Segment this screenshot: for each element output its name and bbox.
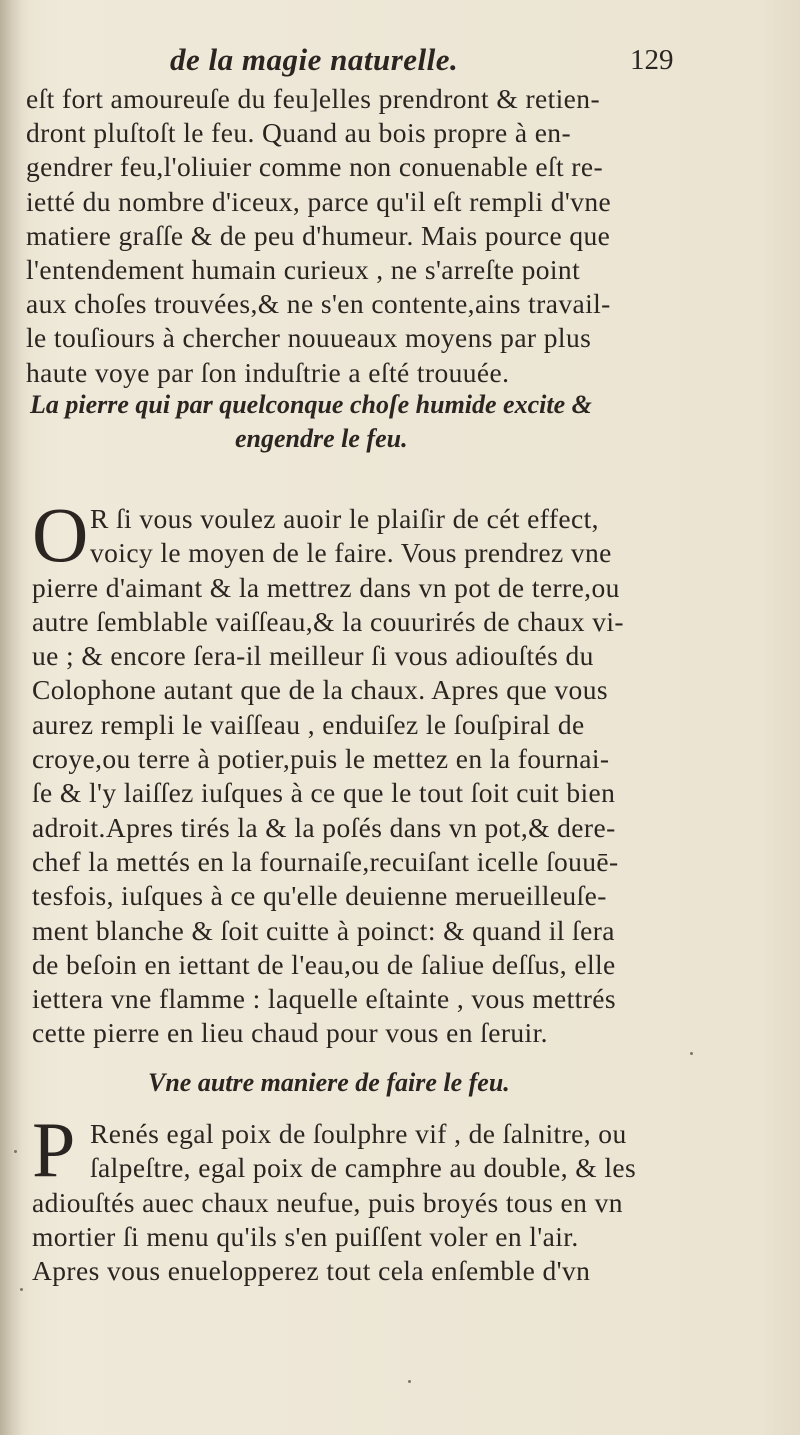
text-line: de beſoin en iettant de l'eau,ou de ſaliue deſſus, elle (32, 948, 616, 980)
text-line: eſt fort amoureuſe du feu]elles prendront & retien- (26, 83, 600, 114)
section-title: Vne autre maniere de faire le feu. (148, 1068, 510, 1097)
paper-speck (690, 1052, 693, 1055)
paper-speck (20, 1288, 23, 1291)
running-head: de la magie naturelle. (170, 42, 459, 77)
text-line: iettera vne flamme : laquelle eſtainte , vous mettrés (32, 983, 616, 1015)
text-line: cette pierre en lieu chaud pour vous en ſeruir. (32, 1017, 548, 1049)
text-line: ment blanche & ſoit cuitte à poinct: & quand il ſera (32, 914, 615, 946)
text-line: mortier ſi menu qu'ils s'en puiſſent voler en l'air. (32, 1220, 579, 1252)
text-line: adroit.Apres tirés la & la poſés dans vn pot,& dere- (32, 811, 616, 843)
drop-cap: P (32, 1106, 76, 1193)
paragraph-continuation (26, 82, 716, 390)
text-line: croye,ou terre à potier,puis le mettez en la fournai- (32, 743, 610, 775)
text-line: ietté du nombre d'iceux, parce qu'il eſt rempli d'vne (26, 185, 612, 217)
section-body (32, 491, 722, 1051)
text-line: adiouſtés auec chaux neufue, puis broyés tous en vn (32, 1186, 623, 1218)
text-line: aux choſes trouvées,& ne s'en contente,ains travail- (26, 288, 611, 320)
text-line: ſalpeſtre, egal poix de camphre au double, & les (90, 1152, 637, 1184)
text-line: le touſiours à chercher nouueaux moyens par plus (26, 322, 592, 354)
section-body (32, 1106, 722, 1288)
text-line: Renés egal poix de ſoulphre vif , de ſalnitre, ou (90, 1118, 627, 1149)
page-gutter (0, 0, 22, 1435)
page-number: 129 (630, 44, 674, 76)
paper-speck (14, 1150, 17, 1153)
text-line: matiere graſſe & de peu d'humeur. Mais pource que (26, 219, 611, 251)
text-line: tesfois, iuſques à ce qu'elle deuienne merueilleuſe- (32, 880, 607, 912)
text-line: aurez rempli le vaiſſeau , enduiſez le ſouſpiral de (32, 708, 585, 740)
drop-cap: O (32, 491, 89, 578)
text-line: pierre d'aimant & la mettrez dans vn pot de terre,ou (32, 571, 620, 603)
text-line: voicy le moyen de le faire. Vous prendrez vne (90, 537, 612, 569)
text-line: ue ; & encore ſera-il meilleur ſi vous adiouſtés du (32, 640, 594, 672)
section-title-continued: engendre le feu. (235, 424, 408, 453)
text-line: Apres vous enuelopperez tout cela enſemble d'vn (32, 1255, 591, 1287)
text-line: autre ſemblable vaiſſeau,& la couurirés de chaux vi- (32, 605, 624, 637)
text-line: R ſi vous voulez auoir le plaiſir de cét effect, (90, 503, 599, 534)
text-line: chef la mettés en la fournaiſe,recuiſant icelle ſouuē- (32, 845, 619, 877)
text-line: dront pluſtoſt le feu. Quand au bois propre à en- (26, 117, 572, 149)
text-line: haute voye par ſon induſtrie a eſté trouuée. (26, 356, 510, 388)
text-line: Colophone autant que de la chaux. Apres que vous (32, 674, 608, 706)
paper-speck (408, 1380, 411, 1383)
text-line: l'entendement humain curieux , ne s'arreſte point (26, 254, 581, 286)
text-line: gendrer feu,l'oliuier comme non conuenable eſt re- (26, 151, 604, 183)
text-line: ſe & l'y laiſſez iuſques à ce que le tout ſoit cuit bien (32, 777, 616, 809)
section-title: La pierre qui par quelconque choſe humide excite & (30, 390, 592, 419)
